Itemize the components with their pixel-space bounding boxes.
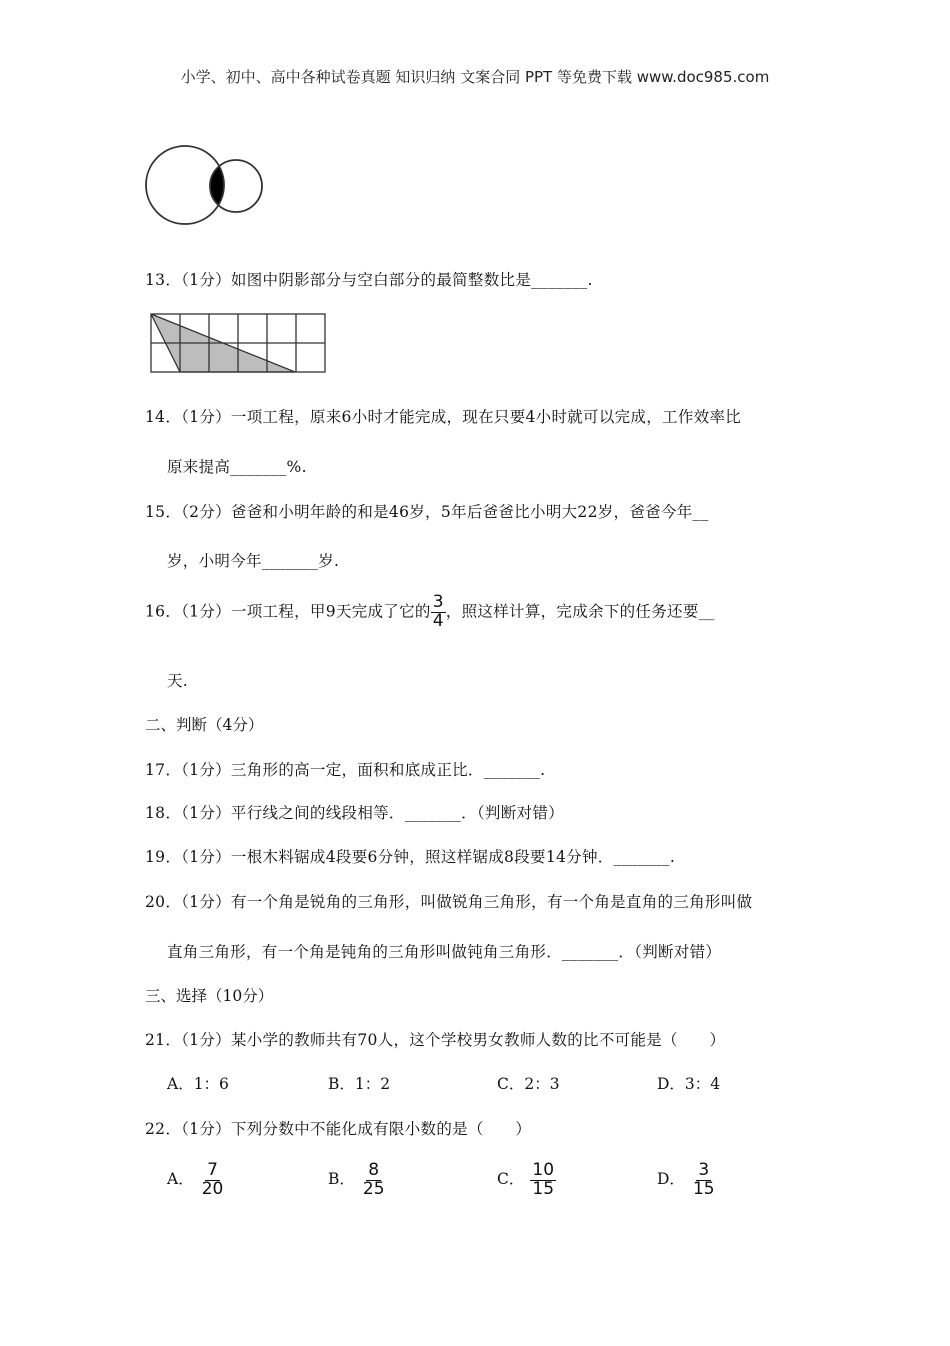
venn-shaded-lens-icon <box>140 140 270 230</box>
fraction-three-quarters: $\frac{3}{4}$ <box>432 592 444 631</box>
question-15-line2: 岁，小明今年_______岁. <box>167 552 340 570</box>
q22-option-c[interactable]: C． $\frac{10}{15}$ <box>497 1160 555 1199</box>
section-choice-title: 三、选择（10分） <box>145 987 274 1005</box>
section-judgement-title: 二、判断（4分） <box>145 716 264 734</box>
q21-option-c[interactable]: C．2：3 <box>497 1075 560 1093</box>
question-15-line1: 15．（2分）爸爸和小明年龄的和是46岁，5年后爸爸比小明大22岁，爸爸今年__ <box>145 503 709 521</box>
grid-shaded-triangle-icon <box>149 312 329 374</box>
fraction: $\frac{10}{15}$ <box>532 1160 555 1199</box>
question-21: 21．（1分）某小学的教师共有70人，这个学校男女教师人数的比不可能是（ ） <box>145 1031 726 1049</box>
question-17: 17．（1分）三角形的高一定，面积和底成正比．_______. <box>145 761 546 779</box>
fraction: $\frac{7}{20}$ <box>201 1160 224 1199</box>
question-16-post: ，照这样计算，完成余下的任务还要__ <box>445 602 715 621</box>
q22-option-a[interactable]: A． $\frac{7}{20}$ <box>167 1160 224 1199</box>
fraction: $\frac{3}{15}$ <box>692 1160 715 1199</box>
question-13: 13．（1分）如图中阴影部分与空白部分的最简整数比是_______. <box>145 271 593 289</box>
question-16-pre: 16．（1分）一项工程，甲9天完成了它的 <box>145 602 431 621</box>
question-19: 19．（1分）一根木料锯成4段要6分钟，照这样锯成8段要14分钟．_______. <box>145 848 676 866</box>
q22-option-b[interactable]: B． $\frac{8}{25}$ <box>328 1160 385 1199</box>
question-14-line2: 原来提高_______%. <box>167 458 307 476</box>
question-22: 22．（1分）下列分数中不能化成有限小数的是（ ） <box>145 1120 532 1138</box>
page-header: 小学、初中、高中各种试卷真题 知识归纳 文案合同 PPT 等免费下载 www.doc985.com <box>180 68 770 86</box>
question-20-line2: 直角三角形，有一个角是钝角的三角形叫做钝角三角形．_______．（判断对错） <box>167 943 722 961</box>
q21-option-a[interactable]: A．1：6 <box>167 1075 229 1093</box>
question-20-line1: 20．（1分）有一个角是锐角的三角形，叫做锐角三角形，有一个角是直角的三角形叫做 <box>145 893 753 911</box>
question-16-line1 <box>145 594 715 631</box>
question-18: 18．（1分）平行线之间的线段相等．_______．（判断对错） <box>145 804 564 822</box>
q21-option-b[interactable]: B．1：2 <box>328 1075 391 1093</box>
q22-option-d[interactable]: D． $\frac{3}{15}$ <box>657 1160 715 1199</box>
q21-option-d[interactable]: D．3：4 <box>657 1075 721 1093</box>
question-14-line1: 14．（1分）一项工程，原来6小时才能完成，现在只要4小时就可以完成，工作效率比 <box>145 408 742 426</box>
fraction: $\frac{8}{25}$ <box>362 1160 385 1199</box>
question-16-line2: 天. <box>167 672 189 690</box>
